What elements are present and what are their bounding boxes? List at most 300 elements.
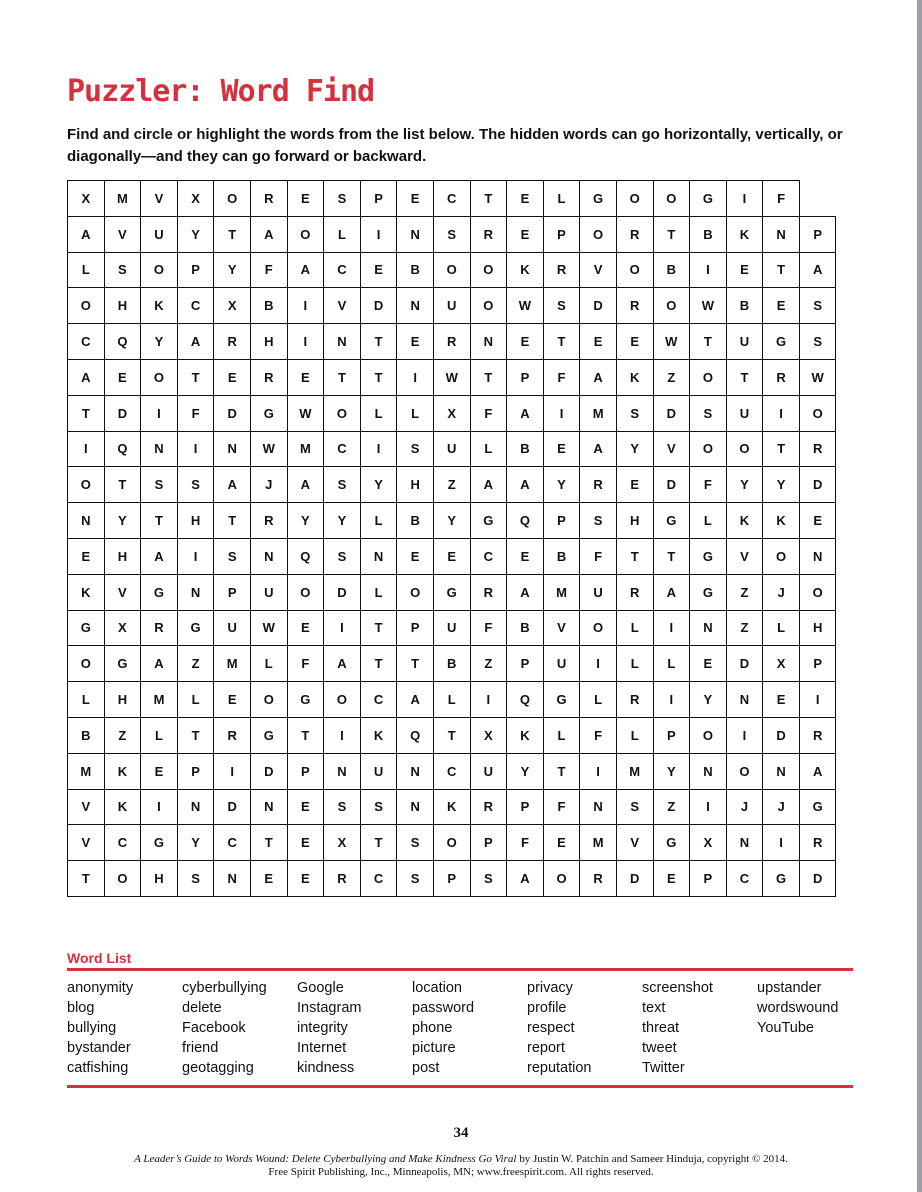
grid-cell[interactable]: I	[726, 181, 763, 217]
grid-cell[interactable]: T	[690, 324, 727, 360]
grid-cell[interactable]: E	[543, 825, 580, 861]
grid-cell[interactable]: A	[141, 538, 178, 574]
grid-cell[interactable]: E	[104, 359, 141, 395]
grid-cell[interactable]: P	[507, 359, 544, 395]
grid-cell[interactable]: O	[287, 574, 324, 610]
grid-cell[interactable]: F	[580, 538, 617, 574]
grid-cell[interactable]: O	[68, 646, 105, 682]
grid-cell[interactable]: X	[214, 288, 251, 324]
grid-cell[interactable]: I	[324, 610, 361, 646]
grid-cell[interactable]: V	[726, 538, 763, 574]
grid-cell[interactable]: L	[68, 252, 105, 288]
grid-cell[interactable]: T	[324, 359, 361, 395]
grid-cell[interactable]: S	[580, 503, 617, 539]
grid-cell[interactable]: E	[397, 324, 434, 360]
grid-cell[interactable]: P	[543, 503, 580, 539]
grid-cell[interactable]: B	[653, 252, 690, 288]
grid-cell[interactable]: I	[763, 395, 800, 431]
grid-cell[interactable]: E	[214, 359, 251, 395]
grid-cell[interactable]: X	[324, 825, 361, 861]
grid-cell[interactable]: E	[580, 324, 617, 360]
grid-cell[interactable]: E	[507, 538, 544, 574]
grid-cell[interactable]: Y	[763, 467, 800, 503]
grid-cell[interactable]: Z	[104, 717, 141, 753]
grid-cell[interactable]: K	[104, 753, 141, 789]
grid-cell[interactable]: B	[507, 610, 544, 646]
grid-cell[interactable]: T	[360, 359, 397, 395]
grid-cell[interactable]: R	[470, 789, 507, 825]
grid-cell[interactable]: L	[616, 610, 653, 646]
grid-cell[interactable]: I	[653, 682, 690, 718]
grid-cell[interactable]: G	[799, 789, 836, 825]
grid-cell[interactable]: N	[177, 574, 214, 610]
grid-cell[interactable]: U	[250, 574, 287, 610]
grid-cell[interactable]: C	[324, 252, 361, 288]
grid-cell[interactable]: G	[287, 682, 324, 718]
grid-cell[interactable]: W	[250, 431, 287, 467]
grid-cell[interactable]: Y	[543, 467, 580, 503]
grid-cell[interactable]: V	[653, 431, 690, 467]
grid-cell[interactable]: V	[141, 181, 178, 217]
grid-cell[interactable]: P	[507, 646, 544, 682]
grid-cell[interactable]: Q	[507, 503, 544, 539]
grid-cell[interactable]: B	[543, 538, 580, 574]
grid-cell[interactable]: E	[763, 682, 800, 718]
grid-cell[interactable]: U	[726, 395, 763, 431]
grid-cell[interactable]: N	[397, 288, 434, 324]
grid-cell[interactable]: I	[690, 252, 727, 288]
grid-cell[interactable]: D	[763, 717, 800, 753]
grid-cell[interactable]: B	[690, 216, 727, 252]
grid-cell[interactable]: O	[324, 682, 361, 718]
grid-cell[interactable]: T	[763, 252, 800, 288]
grid-cell[interactable]: Z	[653, 789, 690, 825]
grid-cell[interactable]: G	[470, 503, 507, 539]
grid-cell[interactable]: R	[543, 252, 580, 288]
grid-cell[interactable]: P	[470, 825, 507, 861]
grid-cell[interactable]: K	[507, 252, 544, 288]
grid-cell[interactable]: O	[68, 467, 105, 503]
grid-cell[interactable]: U	[141, 216, 178, 252]
grid-cell[interactable]: O	[104, 861, 141, 897]
grid-cell[interactable]: I	[799, 682, 836, 718]
grid-cell[interactable]: E	[287, 610, 324, 646]
grid-cell[interactable]: O	[763, 538, 800, 574]
grid-cell[interactable]: G	[763, 324, 800, 360]
grid-cell[interactable]: A	[214, 467, 251, 503]
grid-cell[interactable]: M	[580, 825, 617, 861]
grid-cell[interactable]: A	[507, 574, 544, 610]
grid-cell[interactable]: R	[141, 610, 178, 646]
grid-cell[interactable]: Y	[433, 503, 470, 539]
grid-cell[interactable]: U	[580, 574, 617, 610]
grid-cell[interactable]: B	[397, 252, 434, 288]
grid-cell[interactable]: S	[214, 538, 251, 574]
grid-cell[interactable]: E	[141, 753, 178, 789]
grid-cell[interactable]: O	[470, 288, 507, 324]
grid-cell[interactable]: O	[68, 288, 105, 324]
grid-cell[interactable]: H	[177, 503, 214, 539]
grid-cell[interactable]: S	[799, 288, 836, 324]
grid-cell[interactable]: D	[324, 574, 361, 610]
grid-cell[interactable]: W	[250, 610, 287, 646]
grid-cell[interactable]: N	[763, 216, 800, 252]
grid-cell[interactable]: H	[616, 503, 653, 539]
grid-cell[interactable]: O	[616, 252, 653, 288]
grid-cell[interactable]: T	[433, 717, 470, 753]
grid-cell[interactable]: G	[653, 503, 690, 539]
grid-cell[interactable]: T	[763, 431, 800, 467]
grid-cell[interactable]: E	[690, 646, 727, 682]
grid-cell[interactable]: T	[397, 646, 434, 682]
grid-cell[interactable]: F	[507, 825, 544, 861]
grid-cell[interactable]: T	[470, 181, 507, 217]
grid-cell[interactable]: V	[580, 252, 617, 288]
grid-cell[interactable]: X	[763, 646, 800, 682]
grid-cell[interactable]: A	[799, 252, 836, 288]
grid-cell[interactable]: N	[799, 538, 836, 574]
grid-cell[interactable]: Q	[507, 682, 544, 718]
grid-cell[interactable]: S	[324, 789, 361, 825]
grid-cell[interactable]: Z	[433, 467, 470, 503]
grid-cell[interactable]: T	[360, 610, 397, 646]
grid-cell[interactable]: F	[763, 181, 800, 217]
grid-cell[interactable]: A	[507, 467, 544, 503]
grid-cell[interactable]: T	[141, 503, 178, 539]
grid-cell[interactable]: H	[799, 610, 836, 646]
grid-cell[interactable]: A	[653, 574, 690, 610]
grid-cell[interactable]: I	[68, 431, 105, 467]
grid-cell[interactable]: X	[177, 181, 214, 217]
grid-cell[interactable]: E	[397, 181, 434, 217]
grid-cell[interactable]: Y	[104, 503, 141, 539]
grid-cell[interactable]: G	[250, 717, 287, 753]
grid-cell[interactable]: O	[397, 574, 434, 610]
grid-cell[interactable]: N	[141, 431, 178, 467]
grid-cell[interactable]: I	[543, 395, 580, 431]
grid-cell[interactable]: I	[177, 538, 214, 574]
grid-cell[interactable]: T	[287, 717, 324, 753]
grid-cell[interactable]: Y	[287, 503, 324, 539]
grid-cell[interactable]: O	[616, 181, 653, 217]
grid-cell[interactable]: K	[507, 717, 544, 753]
grid-cell[interactable]: A	[580, 431, 617, 467]
grid-cell[interactable]: J	[763, 789, 800, 825]
grid-cell[interactable]: M	[580, 395, 617, 431]
grid-cell[interactable]: L	[360, 574, 397, 610]
grid-cell[interactable]: D	[104, 395, 141, 431]
grid-cell[interactable]: Y	[690, 682, 727, 718]
grid-cell[interactable]: I	[580, 646, 617, 682]
grid-cell[interactable]: F	[690, 467, 727, 503]
grid-cell[interactable]: R	[799, 825, 836, 861]
grid-cell[interactable]: A	[799, 753, 836, 789]
grid-cell[interactable]: S	[470, 861, 507, 897]
grid-cell[interactable]: T	[470, 359, 507, 395]
grid-cell[interactable]: H	[250, 324, 287, 360]
grid-cell[interactable]: K	[616, 359, 653, 395]
grid-cell[interactable]: E	[763, 288, 800, 324]
grid-cell[interactable]: M	[104, 181, 141, 217]
grid-cell[interactable]: N	[250, 538, 287, 574]
grid-cell[interactable]: V	[104, 216, 141, 252]
grid-cell[interactable]: I	[141, 395, 178, 431]
grid-cell[interactable]: C	[68, 324, 105, 360]
grid-cell[interactable]: R	[250, 181, 287, 217]
grid-cell[interactable]: C	[360, 861, 397, 897]
grid-cell[interactable]: O	[324, 395, 361, 431]
grid-cell[interactable]: C	[726, 861, 763, 897]
grid-cell[interactable]: R	[250, 359, 287, 395]
grid-cell[interactable]: X	[433, 395, 470, 431]
grid-cell[interactable]: S	[543, 288, 580, 324]
grid-cell[interactable]: O	[726, 431, 763, 467]
grid-cell[interactable]: G	[433, 574, 470, 610]
grid-cell[interactable]: O	[141, 252, 178, 288]
grid-cell[interactable]: S	[324, 181, 361, 217]
grid-cell[interactable]: X	[68, 181, 105, 217]
grid-cell[interactable]: D	[616, 861, 653, 897]
grid-cell[interactable]: C	[433, 753, 470, 789]
grid-cell[interactable]: I	[470, 682, 507, 718]
grid-cell[interactable]: U	[433, 288, 470, 324]
grid-cell[interactable]: P	[360, 181, 397, 217]
grid-cell[interactable]: P	[214, 574, 251, 610]
grid-cell[interactable]: F	[543, 359, 580, 395]
grid-cell[interactable]: R	[799, 717, 836, 753]
grid-cell[interactable]: S	[397, 825, 434, 861]
grid-cell[interactable]: L	[616, 717, 653, 753]
grid-cell[interactable]: O	[250, 682, 287, 718]
grid-cell[interactable]: K	[433, 789, 470, 825]
grid-cell[interactable]: A	[580, 359, 617, 395]
grid-cell[interactable]: I	[287, 288, 324, 324]
grid-cell[interactable]: O	[690, 431, 727, 467]
grid-cell[interactable]: T	[360, 324, 397, 360]
grid-cell[interactable]: L	[580, 682, 617, 718]
grid-cell[interactable]: S	[799, 324, 836, 360]
grid-cell[interactable]: F	[177, 395, 214, 431]
grid-cell[interactable]: S	[104, 252, 141, 288]
grid-cell[interactable]: M	[287, 431, 324, 467]
grid-cell[interactable]: P	[543, 216, 580, 252]
grid-cell[interactable]: N	[397, 753, 434, 789]
grid-cell[interactable]: V	[68, 825, 105, 861]
grid-cell[interactable]: Z	[470, 646, 507, 682]
grid-cell[interactable]: C	[324, 431, 361, 467]
grid-cell[interactable]: R	[616, 216, 653, 252]
grid-cell[interactable]: Q	[104, 431, 141, 467]
grid-cell[interactable]: L	[397, 395, 434, 431]
grid-cell[interactable]: T	[543, 753, 580, 789]
grid-cell[interactable]: I	[726, 717, 763, 753]
grid-cell[interactable]: V	[104, 574, 141, 610]
grid-cell[interactable]: G	[177, 610, 214, 646]
grid-cell[interactable]: T	[653, 538, 690, 574]
grid-cell[interactable]: T	[360, 825, 397, 861]
grid-cell[interactable]: G	[580, 181, 617, 217]
grid-cell[interactable]: G	[104, 646, 141, 682]
grid-cell[interactable]: I	[214, 753, 251, 789]
grid-cell[interactable]: L	[177, 682, 214, 718]
grid-cell[interactable]: W	[799, 359, 836, 395]
grid-cell[interactable]: P	[177, 252, 214, 288]
grid-cell[interactable]: R	[799, 431, 836, 467]
grid-cell[interactable]: L	[360, 395, 397, 431]
grid-cell[interactable]: X	[690, 825, 727, 861]
grid-cell[interactable]: T	[616, 538, 653, 574]
grid-cell[interactable]: L	[690, 503, 727, 539]
grid-cell[interactable]: L	[360, 503, 397, 539]
grid-cell[interactable]: Y	[214, 252, 251, 288]
grid-cell[interactable]: T	[360, 646, 397, 682]
grid-cell[interactable]: Y	[360, 467, 397, 503]
grid-cell[interactable]: Z	[726, 574, 763, 610]
grid-cell[interactable]: A	[68, 216, 105, 252]
grid-cell[interactable]: I	[177, 431, 214, 467]
grid-cell[interactable]: E	[68, 538, 105, 574]
grid-cell[interactable]: E	[543, 431, 580, 467]
grid-cell[interactable]: M	[141, 682, 178, 718]
grid-cell[interactable]: E	[653, 861, 690, 897]
grid-cell[interactable]: A	[68, 359, 105, 395]
grid-cell[interactable]: T	[726, 359, 763, 395]
grid-cell[interactable]: G	[68, 610, 105, 646]
grid-cell[interactable]: A	[141, 646, 178, 682]
grid-cell[interactable]: G	[141, 574, 178, 610]
grid-cell[interactable]: O	[287, 216, 324, 252]
grid-cell[interactable]: D	[214, 789, 251, 825]
grid-cell[interactable]: U	[433, 610, 470, 646]
grid-cell[interactable]: A	[397, 682, 434, 718]
grid-cell[interactable]: U	[543, 646, 580, 682]
grid-cell[interactable]: I	[360, 431, 397, 467]
grid-cell[interactable]: O	[141, 359, 178, 395]
grid-cell[interactable]: D	[580, 288, 617, 324]
grid-cell[interactable]: N	[324, 324, 361, 360]
grid-cell[interactable]: L	[763, 610, 800, 646]
grid-cell[interactable]: G	[690, 538, 727, 574]
grid-cell[interactable]: E	[214, 682, 251, 718]
grid-cell[interactable]: Y	[177, 216, 214, 252]
grid-cell[interactable]: N	[250, 789, 287, 825]
grid-cell[interactable]: U	[214, 610, 251, 646]
grid-cell[interactable]: D	[250, 753, 287, 789]
grid-cell[interactable]: A	[177, 324, 214, 360]
grid-cell[interactable]: J	[250, 467, 287, 503]
grid-cell[interactable]: R	[580, 467, 617, 503]
grid-cell[interactable]: E	[287, 861, 324, 897]
grid-cell[interactable]: P	[177, 753, 214, 789]
grid-cell[interactable]: H	[104, 538, 141, 574]
grid-cell[interactable]: E	[250, 861, 287, 897]
grid-cell[interactable]: E	[616, 467, 653, 503]
grid-cell[interactable]: V	[324, 288, 361, 324]
grid-cell[interactable]: O	[580, 610, 617, 646]
grid-cell[interactable]: P	[287, 753, 324, 789]
grid-cell[interactable]: M	[68, 753, 105, 789]
grid-cell[interactable]: P	[653, 717, 690, 753]
grid-cell[interactable]: N	[177, 789, 214, 825]
grid-cell[interactable]: N	[726, 682, 763, 718]
grid-cell[interactable]: D	[360, 288, 397, 324]
grid-cell[interactable]: S	[324, 538, 361, 574]
grid-cell[interactable]: D	[214, 395, 251, 431]
grid-cell[interactable]: C	[360, 682, 397, 718]
grid-cell[interactable]: R	[580, 861, 617, 897]
grid-cell[interactable]: A	[250, 216, 287, 252]
grid-cell[interactable]: N	[690, 753, 727, 789]
grid-cell[interactable]: C	[433, 181, 470, 217]
grid-cell[interactable]: L	[616, 646, 653, 682]
grid-cell[interactable]: S	[360, 789, 397, 825]
grid-cell[interactable]: R	[616, 682, 653, 718]
grid-cell[interactable]: R	[250, 503, 287, 539]
grid-cell[interactable]: E	[507, 324, 544, 360]
grid-cell[interactable]: T	[214, 216, 251, 252]
grid-cell[interactable]: S	[177, 861, 214, 897]
grid-cell[interactable]: I	[397, 359, 434, 395]
grid-cell[interactable]: R	[214, 717, 251, 753]
grid-cell[interactable]: O	[580, 216, 617, 252]
grid-cell[interactable]: I	[580, 753, 617, 789]
grid-cell[interactable]: N	[324, 753, 361, 789]
grid-cell[interactable]: T	[250, 825, 287, 861]
grid-cell[interactable]: Y	[616, 431, 653, 467]
grid-cell[interactable]: N	[360, 538, 397, 574]
grid-cell[interactable]: I	[360, 216, 397, 252]
grid-cell[interactable]: T	[214, 503, 251, 539]
grid-cell[interactable]: C	[104, 825, 141, 861]
grid-cell[interactable]: G	[690, 574, 727, 610]
grid-cell[interactable]: Y	[507, 753, 544, 789]
grid-cell[interactable]: L	[250, 646, 287, 682]
grid-cell[interactable]: K	[360, 717, 397, 753]
grid-cell[interactable]: Q	[104, 324, 141, 360]
grid-cell[interactable]: Z	[653, 359, 690, 395]
grid-cell[interactable]: A	[507, 395, 544, 431]
grid-cell[interactable]: B	[250, 288, 287, 324]
grid-cell[interactable]: M	[214, 646, 251, 682]
grid-cell[interactable]: O	[470, 252, 507, 288]
grid-cell[interactable]: I	[141, 789, 178, 825]
grid-cell[interactable]: T	[68, 861, 105, 897]
grid-cell[interactable]: M	[543, 574, 580, 610]
grid-cell[interactable]: D	[726, 646, 763, 682]
grid-cell[interactable]: W	[287, 395, 324, 431]
grid-cell[interactable]: U	[470, 753, 507, 789]
grid-cell[interactable]: G	[141, 825, 178, 861]
grid-cell[interactable]: J	[763, 574, 800, 610]
grid-cell[interactable]: E	[616, 324, 653, 360]
grid-cell[interactable]: Y	[324, 503, 361, 539]
grid-cell[interactable]: P	[799, 646, 836, 682]
grid-cell[interactable]: O	[653, 181, 690, 217]
grid-cell[interactable]: W	[433, 359, 470, 395]
grid-cell[interactable]: S	[433, 216, 470, 252]
grid-cell[interactable]: Y	[653, 753, 690, 789]
grid-cell[interactable]: E	[287, 359, 324, 395]
grid-cell[interactable]: X	[104, 610, 141, 646]
grid-cell[interactable]: L	[68, 682, 105, 718]
grid-cell[interactable]: U	[433, 431, 470, 467]
grid-cell[interactable]: X	[470, 717, 507, 753]
grid-cell[interactable]: O	[799, 574, 836, 610]
grid-cell[interactable]: O	[433, 252, 470, 288]
grid-cell[interactable]: A	[324, 646, 361, 682]
grid-cell[interactable]: N	[690, 610, 727, 646]
grid-cell[interactable]: E	[287, 181, 324, 217]
